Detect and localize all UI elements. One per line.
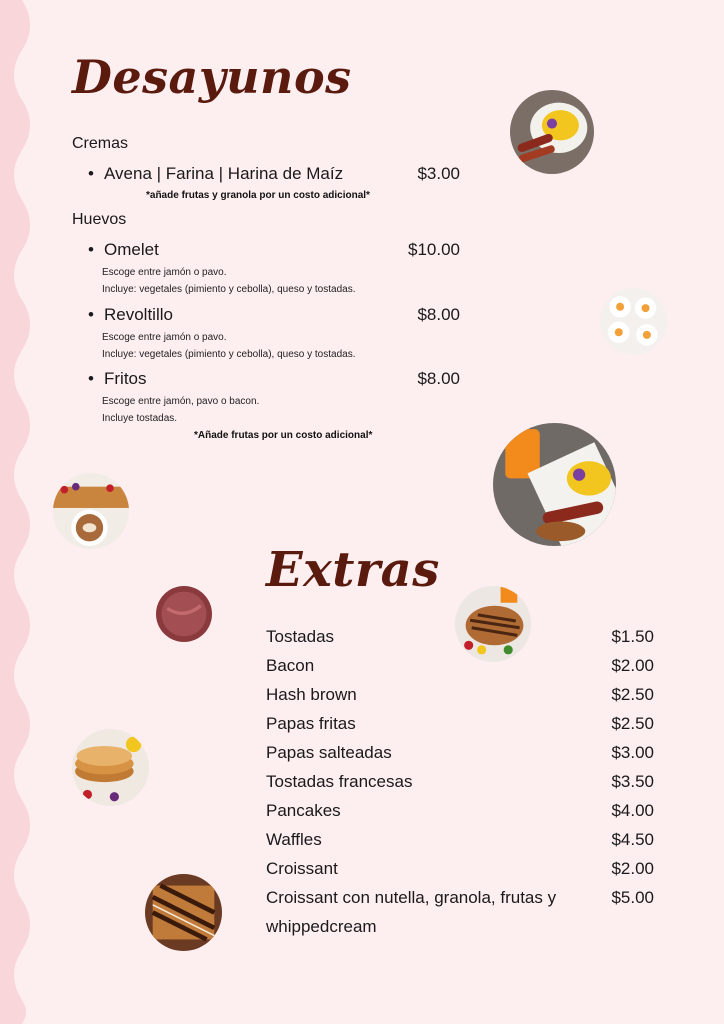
photo-pancakes xyxy=(72,729,149,806)
photo-french-toast xyxy=(145,874,222,951)
item-name: Fritos xyxy=(104,369,147,388)
item-name: Papas salteadas xyxy=(266,743,392,762)
omelet-description xyxy=(102,264,355,298)
item-price: $5.00 xyxy=(611,888,654,907)
photo-breakfast-plate xyxy=(493,423,616,546)
item-price: $10.00 xyxy=(408,240,460,259)
item-price: $8.00 xyxy=(417,369,460,388)
bullet: • xyxy=(88,369,94,388)
item-price: $2.50 xyxy=(611,714,654,733)
huevos-note: *Añade frutas por un costo adicional* xyxy=(194,430,373,441)
item-name: Croissant con nutella, granola, frutas y whippedcream xyxy=(266,888,557,936)
item-price: $1.50 xyxy=(611,627,654,646)
item-price: $2.00 xyxy=(611,859,654,878)
photo-waffles-fruit xyxy=(455,586,531,662)
photo-smoothie xyxy=(156,586,212,642)
revoltillo-description xyxy=(102,329,355,363)
desc-line: Incluye: vegetales (pimiento y cebolla), queso y tostadas. xyxy=(102,284,356,295)
breakfast-title: Desayunos xyxy=(72,50,352,104)
bullet: • xyxy=(88,305,94,324)
item-price: $4.00 xyxy=(611,801,654,820)
bullet: • xyxy=(88,240,94,259)
item-name: Omelet xyxy=(104,240,159,259)
extras-title: Extras xyxy=(266,542,440,598)
cremas-heading: Cremas xyxy=(72,135,129,152)
item-price: $4.50 xyxy=(611,830,654,849)
item-name: Revoltillo xyxy=(104,305,173,324)
bullet: • xyxy=(88,164,94,183)
desc-line: Incluye tostadas. xyxy=(102,413,178,424)
photo-coffee-waffle xyxy=(53,473,129,549)
item-name: Croissant xyxy=(266,859,338,878)
wavy-border xyxy=(0,0,40,1024)
photo-fried-eggs xyxy=(600,288,667,355)
desc-line: Escoge entre jamón o pavo. xyxy=(102,332,227,343)
huevos-heading: Huevos xyxy=(72,211,127,228)
item-name: Pancakes xyxy=(266,801,341,820)
item-name: Tostadas francesas xyxy=(266,772,413,791)
desc-line: Incluye: vegetales (pimiento y cebolla), queso y tostadas. xyxy=(102,349,356,360)
item-name: Tostadas xyxy=(266,627,335,646)
cremas-note: *añade frutas y granola por un costo adicional* xyxy=(146,190,370,201)
item-name: Avena | Farina | Harina de Maíz xyxy=(104,164,344,183)
item-name: Waffles xyxy=(266,830,322,849)
item-price: $8.00 xyxy=(417,305,460,324)
item-price: $3.00 xyxy=(611,743,654,762)
item-name: Papas fritas xyxy=(266,714,356,733)
item-price: $2.00 xyxy=(611,656,654,675)
item-name: Bacon xyxy=(266,656,315,675)
item-price: $3.50 xyxy=(611,772,654,791)
desc-line: Escoge entre jamón o pavo. xyxy=(102,267,227,278)
item-price: $2.50 xyxy=(611,685,654,704)
photo-eggs-bacon xyxy=(510,90,594,174)
desc-line: Escoge entre jamón, pavo o bacon. xyxy=(102,396,260,407)
item-price: $3.00 xyxy=(417,164,460,183)
fritos-description xyxy=(102,393,259,427)
item-name: Hash brown xyxy=(266,685,357,704)
